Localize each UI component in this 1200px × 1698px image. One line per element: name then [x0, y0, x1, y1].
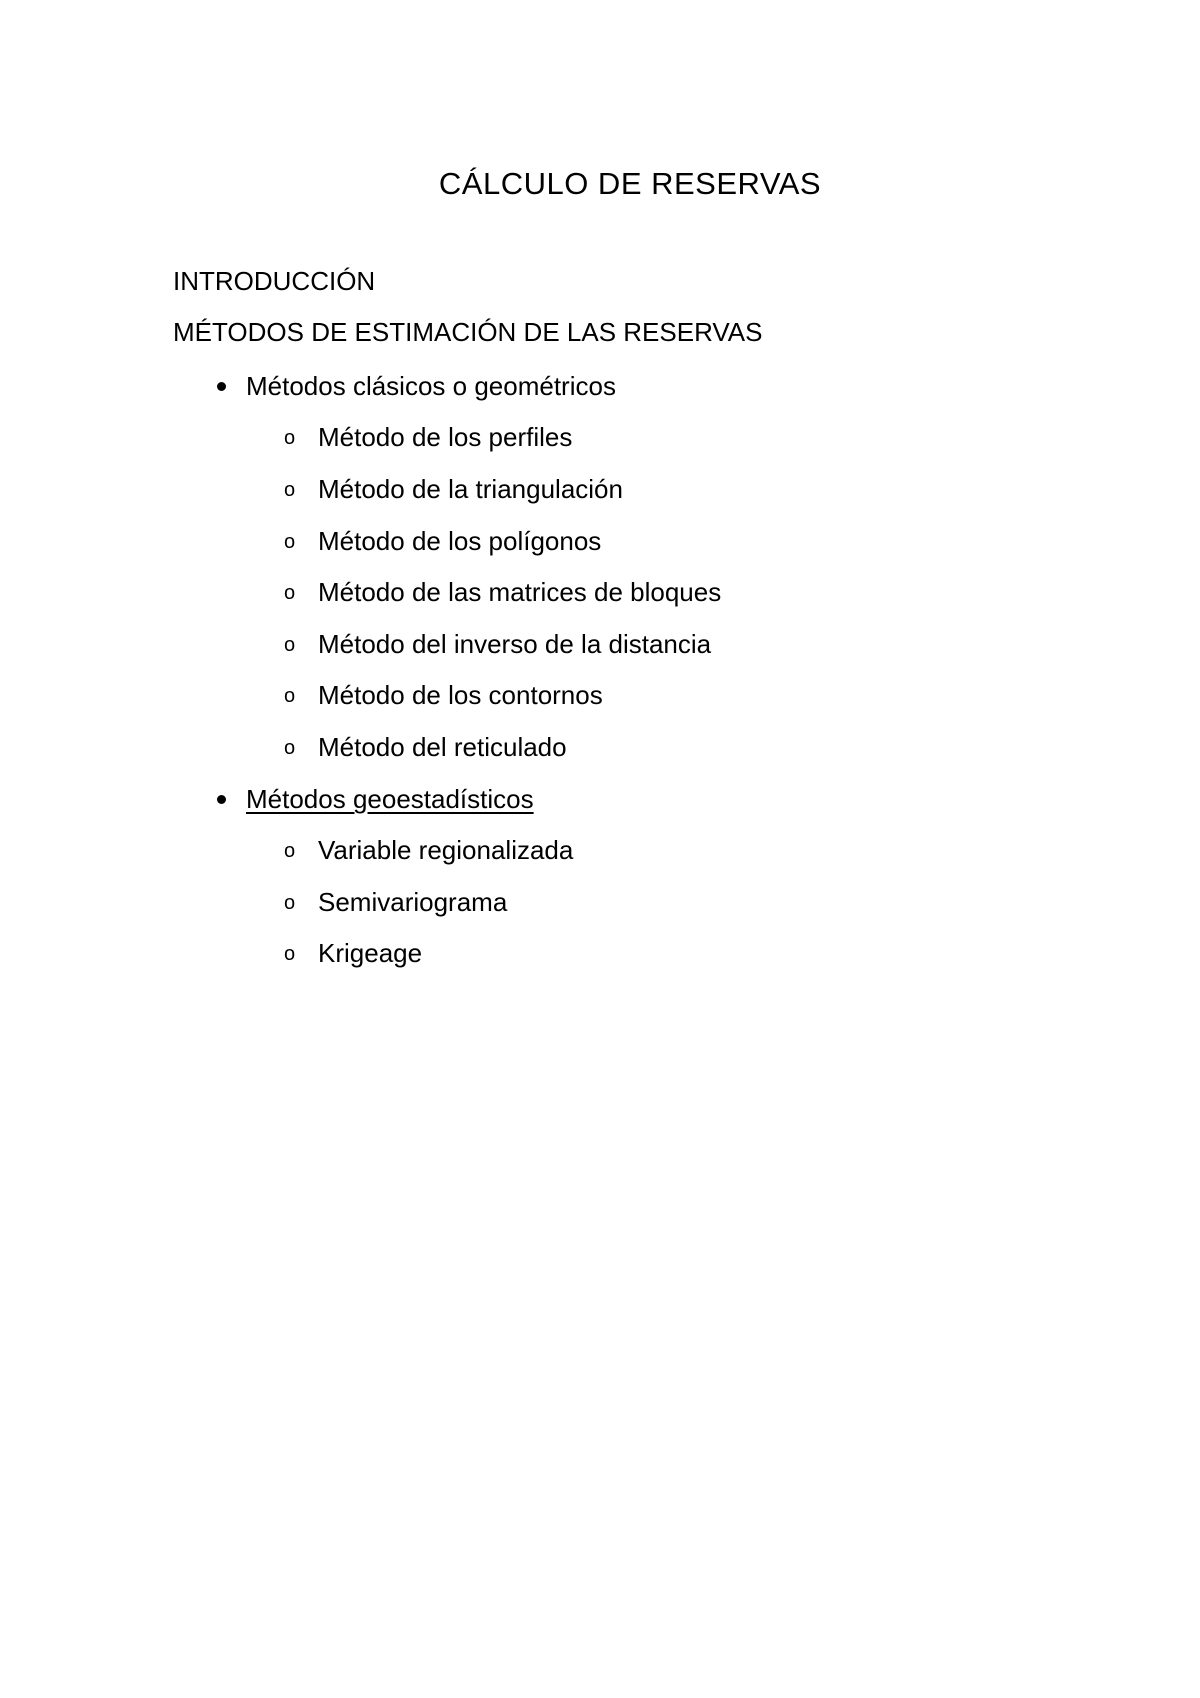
list-item: Krigeage	[318, 938, 423, 968]
bullet-circle-icon: o	[284, 685, 296, 707]
list-item: Método de la triangulación	[318, 474, 623, 504]
list-item: Método de los contornos	[318, 680, 603, 710]
list-item: Método del inverso de la distancia	[318, 629, 712, 659]
bullet-circle-icon: o	[284, 582, 296, 604]
bullet-circle-icon: o	[284, 840, 296, 862]
bullet-circle-icon: o	[284, 737, 296, 759]
list-group-label-geoestadisticos: Métodos geoestadísticos	[246, 784, 534, 814]
list-item: Método de las matrices de bloques	[318, 577, 722, 607]
list-item: Método de los perfiles	[318, 422, 573, 452]
list-item: Método de los polígonos	[318, 526, 602, 556]
bullet-circle-icon: o	[284, 634, 296, 656]
section-heading-introduccion: INTRODUCCIÓN	[173, 266, 376, 296]
bullet-dot-icon	[217, 382, 226, 391]
list-group-label-clasicos: Métodos clásicos o geométricos	[246, 371, 616, 401]
list-item: Método del reticulado	[318, 732, 567, 762]
bullet-circle-icon: o	[284, 943, 296, 965]
bullet-circle-icon: o	[284, 531, 296, 553]
list-item: Semivariograma	[318, 887, 508, 917]
bullet-circle-icon: o	[284, 479, 296, 501]
bullet-dot-icon	[217, 795, 226, 804]
document-title: CÁLCULO DE RESERVAS	[438, 166, 822, 201]
section-heading-metodos: MÉTODOS DE ESTIMACIÓN DE LAS RESERVAS	[173, 317, 763, 347]
list-item: Variable regionalizada	[318, 835, 574, 865]
bullet-circle-icon: o	[284, 892, 296, 914]
bullet-circle-icon: o	[284, 427, 296, 449]
